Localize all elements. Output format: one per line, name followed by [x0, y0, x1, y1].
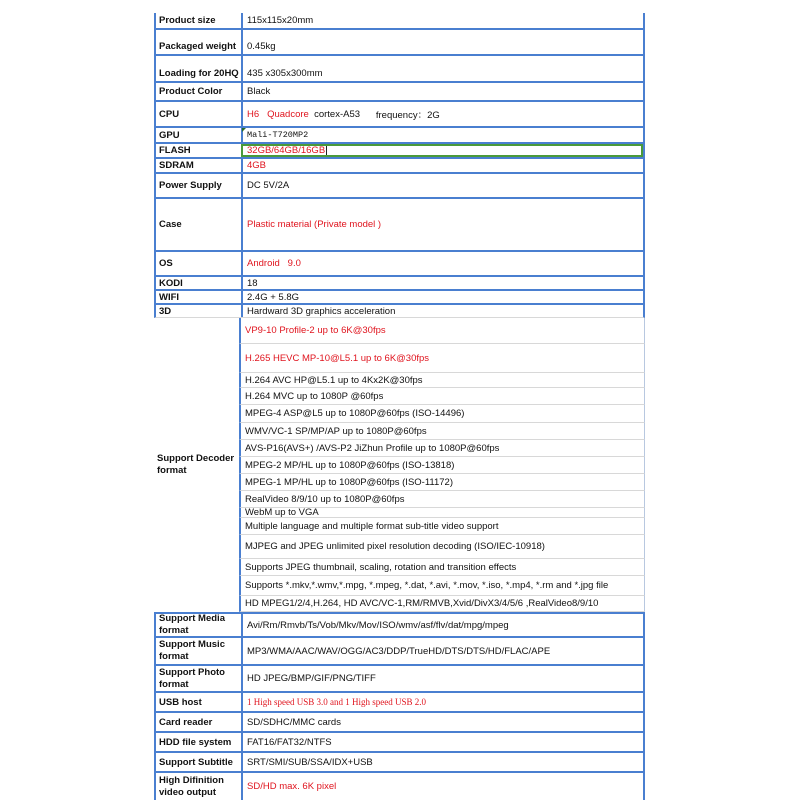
- decoder-item: H.265 HEVC MP-10@L5.1 up to 6K@30fps: [239, 344, 645, 373]
- decoder-item: AVS-P16(AVS+) /AVS-P2 JiZhun Profile up to 1080P@60fps: [239, 440, 645, 457]
- value-product-color: Black: [241, 83, 643, 100]
- decoder-item: WMV/VC-1 SP/MP/AP up to 1080P@60fps: [239, 423, 645, 440]
- row-usb-host: [154, 693, 645, 713]
- decoder-item: RealVideo 8/9/10 up to 1080P@60fps: [239, 491, 645, 508]
- value-support-media: Avi/Rm/Rmvb/Ts/Vob/Mkv/Mov/ISO/wmv/asf/flv/dat/mpg/mpeg: [241, 614, 643, 636]
- row-card-reader: [154, 713, 645, 733]
- row-kodi: [154, 277, 645, 291]
- value-power-supply: DC 5V/2A: [241, 174, 643, 197]
- row-os: [154, 252, 645, 277]
- decoder-item: MPEG-1 MP/HL up to 1080P@60fps (ISO-11172): [239, 474, 645, 491]
- row-case: [154, 199, 645, 252]
- cpu-cores: Quadcore: [267, 108, 309, 120]
- value-flash-cell[interactable]: [241, 144, 643, 157]
- value-packaged-weight: 0.45kg: [241, 30, 643, 54]
- row-power-supply: [154, 174, 645, 199]
- label-support-photo: Support Photo format: [159, 666, 225, 690]
- text-caret: [326, 145, 327, 156]
- label-case: Case: [159, 219, 182, 230]
- value-cpu: [241, 102, 643, 126]
- label-sdram: SDRAM: [159, 160, 194, 171]
- label-loading-20hq: Loading for 20HQ: [159, 68, 239, 79]
- label-hd-video-output: High Difinition video output: [159, 774, 224, 798]
- row-flash: [154, 144, 645, 159]
- decoder-item: Multiple language and multiple format sub-title video support: [239, 518, 645, 535]
- cpu-model: H6: [247, 108, 260, 120]
- decoder-item: HD MPEG1/2/4,H.264, HD AVC/VC-1,RM/RMVB,Xvid/DivX3/4/5/6 ,RealVideo8/9/10: [239, 596, 645, 612]
- value-3d: Hardward 3D graphics acceleration: [241, 305, 643, 317]
- value-sdram: 4GB: [241, 159, 643, 172]
- label-power-supply: Power Supply: [159, 180, 222, 191]
- label-usb-host: USB host: [159, 696, 202, 708]
- label-kodi: KODI: [159, 277, 183, 289]
- label-support-subtitle: Support Subtitle: [159, 756, 233, 768]
- value-card-reader: SD/SDHC/MMC cards: [241, 713, 643, 731]
- value-product-size: 115x115x20mm: [241, 13, 643, 28]
- cpu-frequency: frequency：2G: [375, 110, 440, 121]
- cpu-arch: cortex-A53: [314, 108, 361, 120]
- decoder-item: Supports *.mkv,*.wmv,*.mpg, *.mpeg, *.dat, *.avi, *.mov, *.iso, *.mp4, *.rm and *.jpg file: [239, 576, 645, 596]
- decoder-item: VP9-10 Profile-2 up to 6K@30fps: [239, 318, 645, 344]
- value-usb-host: 1 High speed USB 3.0 and 1 High speed USB 2.0: [241, 693, 643, 711]
- value-gpu: Mali-T720MP2: [241, 128, 643, 142]
- label-product-color: Product Color: [159, 86, 223, 97]
- row-support-media: [154, 612, 645, 638]
- label-flash: FLASH: [159, 145, 191, 156]
- label-card-reader: Card reader: [159, 716, 213, 728]
- decoder-item: Supports JPEG thumbnail, scaling, rotation and transition effects: [239, 559, 645, 576]
- label-product-size: Product size: [159, 15, 216, 26]
- decoder-item: MPEG-4 ASP@L5 up to 1080P@60fps (ISO-14496): [239, 405, 645, 423]
- decoder-item: WebM up to VGA: [239, 508, 645, 518]
- value-support-photo: HD JPEG/BMP/GIF/PNG/TIFF: [241, 666, 643, 691]
- label-3d: 3D: [159, 305, 172, 317]
- row-gpu: [154, 128, 645, 144]
- label-gpu: GPU: [159, 129, 180, 141]
- label-wifi: WIFI: [159, 291, 180, 303]
- decoder-item: H.264 AVC HP@L5.1 up to 4Kx2K@30fps: [239, 373, 645, 388]
- value-flash[interactable]: 32GB/64GB/16GB: [247, 145, 326, 156]
- value-support-music: MP3/WMA/AAC/WAV/OGG/AC3/DDP/TrueHD/DTS/DTS/HD/FLAC/APE: [241, 638, 643, 664]
- row-wifi: [154, 291, 645, 305]
- decoder-item: H.264 MVC up to 1080P @60fps: [239, 388, 645, 405]
- row-support-photo: [154, 666, 645, 693]
- label-os: OS: [159, 258, 173, 269]
- row-cpu: [154, 102, 645, 128]
- row-support-subtitle: [154, 753, 645, 773]
- value-kodi: 18: [241, 277, 643, 289]
- row-hd-video-output: [154, 773, 645, 800]
- value-case: Plastic material (Private model ): [241, 199, 643, 250]
- label-packaged-weight: Packaged weight: [159, 41, 237, 52]
- value-wifi: 2.4G + 5.8G: [241, 291, 643, 303]
- value-hd-video-output: SD/HD max. 6K pixel: [241, 773, 643, 800]
- row-3d: [154, 305, 645, 318]
- label-cpu: CPU: [159, 108, 180, 120]
- decoder-item: MJPEG and JPEG unlimited pixel resolution decoding (ISO/IEC-10918): [239, 535, 645, 559]
- row-support-music: [154, 638, 645, 666]
- label-support-media: Support Media format: [159, 614, 225, 636]
- row-sdram: [154, 159, 645, 174]
- row-loading-20hq: [154, 56, 645, 83]
- cell-corner-marker: [242, 128, 246, 132]
- row-product-size: [154, 13, 645, 30]
- value-hdd-file-system: FAT16/FAT32/NTFS: [241, 733, 643, 751]
- label-support-decoder: Support Decoder format: [157, 453, 235, 476]
- label-hdd-file-system: HDD file system: [159, 736, 232, 748]
- value-support-subtitle: SRT/SMI/SUB/SSA/IDX+USB: [241, 753, 643, 771]
- label-support-music: Support Music format: [159, 639, 225, 662]
- row-product-color: [154, 83, 645, 102]
- value-os: Android 9.0: [241, 252, 643, 275]
- value-loading-20hq: 435 x305x300mm: [241, 56, 643, 81]
- row-hdd-file-system: [154, 733, 645, 753]
- row-packaged-weight: [154, 30, 645, 56]
- decoder-item: MPEG-2 MP/HL up to 1080P@60fps (ISO-13818): [239, 457, 645, 474]
